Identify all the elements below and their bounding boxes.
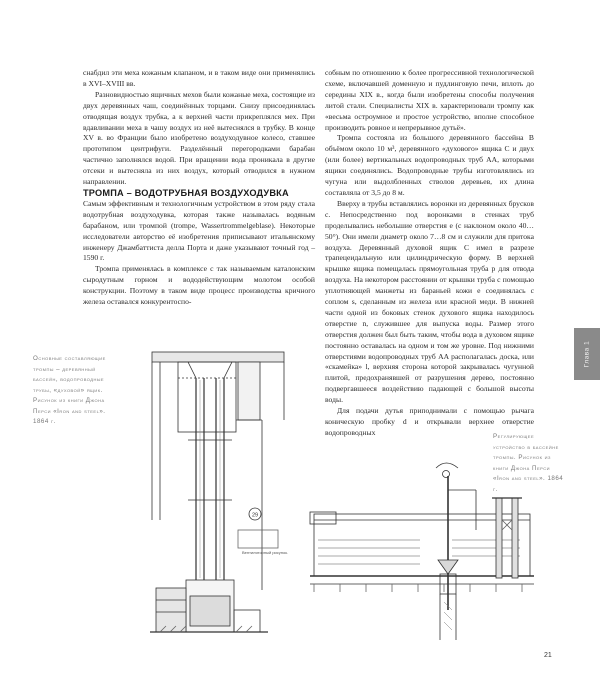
paragraph: Тромпа состояла из большого деревянного бассейна B объёмом около 10 м³, деревянного «духового» ящика C и двух (или более) вертикальных водопроводных труб AA, которыми ящики соединялись. Водопроводные трубы изготовлялись из чугуна или выдолбленных стволов деревьев, их длина составляла от 3,5 до 8 м. [325,133,534,197]
water-hatch [318,540,520,564]
paragraph: Тромпа применялась в комплексе с так называемым каталонским сыродутным горном и вододействующим молотом особой конструкции. Поэтому в таком виде процесс производства кричного железа оставался конкурентоспо- [83,264,315,307]
paragraph: снабдил эти меха кожаным клапаном, и в таком виде они применялись в XVI–XVIII вв. [83,68,315,88]
page-number: 21 [544,652,552,659]
figure-number-text: 29 [251,512,259,519]
figure-stamp-text: Вентиляторный рисунок. [242,550,289,555]
conical-plug [438,560,458,574]
paragraph: Разновидностью ящичных мехов были кожаные меха, состоящие из двух деревянных чаш, соединённых торцами. Снизу присоединялась отводящая воздух трубка, а к верхней части прикреплялся мех. При вдавливании меха в чашу воздух из неё вытеснялся в трубку. В конце XV в. во Франции было изобретено воздуходувное колесо, ставшее прототипом центрифуги. Разделённый перегородками барабан частично заполнялся водой. При вращении вода проникала в другие отсеки и вытесняла из них воздух, который отводился в нужном направлении. [83,89,315,187]
lever-pivot [443,471,450,478]
paragraph: Для подачи дутья приподнимали с помощью рычага коническую пробку d и открывали верхнее отверстие водопроводных [325,406,534,437]
figure-caption-right: Регулирующее устройство в бассейне тромпы. Рисунок из книги Джона Перси «Iron and steel». 1864 г. [493,433,564,493]
paragraph: Вверху в трубы вставлялись воронки из деревянных брусков c. Непосредственно под воронками в стенках труб проделывались небольшие отверстия e (с наклоном около 40…50°). Они имели диаметр около 7…8 см и служили для притока воздуха. Деревянный духовой ящик C имел в разрезе трапецеидальную или цилиндрическую форму. В верхней крышке ящика помещалась прямоугольная труба p для отвода воздуха. На некотором расстоянии от крышки труба с помощью уплотняющей манжеты из бараньей кожи e соединялась с соплом s, сделанным из железа или красной меди. В нижней части одной из боковых стенок духового ящика находилось отверстие n, служившее для выпуска воды. Размер этого отверстия должен был быть таким, чтобы вода в духовом ящике постоянно оставалась на одном и том же уровне. Под нижними отверстиями водопроводных труб AA располагалась доска, или «скамейка» l, верхняя сторона которой закрывалась чугунной плитой, предохранявшей от разрушения дерево, постоянно подвергавшееся воздействию падающей с большой высоты воды. [325,198,534,405]
support-post [512,498,518,578]
figure-caption-left: Основные составляющие тромпы – деревянный бассейн, водопроводные трубы, «духовой» ящик. Рисунок из книги Джона Перси «Iron and steel». 1864 г. [33,355,106,425]
section-heading: ТРОМПА – ВОДОТРУБНАЯ ВОЗДУХОДУВКА [83,187,289,198]
paragraph: Самым эффективным и технологичным устройством в этом ряду стала водотрубная воздуходувка, которая также называлась водяным барабаном, или тромпой (trompe, Wassertrommelgeblase). Некоторые исследователи авторство её изобретения приписывают итальянскому инженеру Джамбаттиста делла Порта и даже указывают точный год – 1590 г. [83,198,315,263]
support-post [496,498,502,578]
paragraph: собным по отношению к более прогрессивной технологической схеме, включавшей доменную и пудлинговую печи, вплоть до середины XIX в., когда были изобретены способы получения литой стали. Специалисты XIX в. характеризовали тромпу как «весьма остроумное и простое устройство, вполне способное производить ровное и непрерывное дутьё». [325,68,534,132]
chapter-tab-label: Глава 1 [583,340,591,368]
